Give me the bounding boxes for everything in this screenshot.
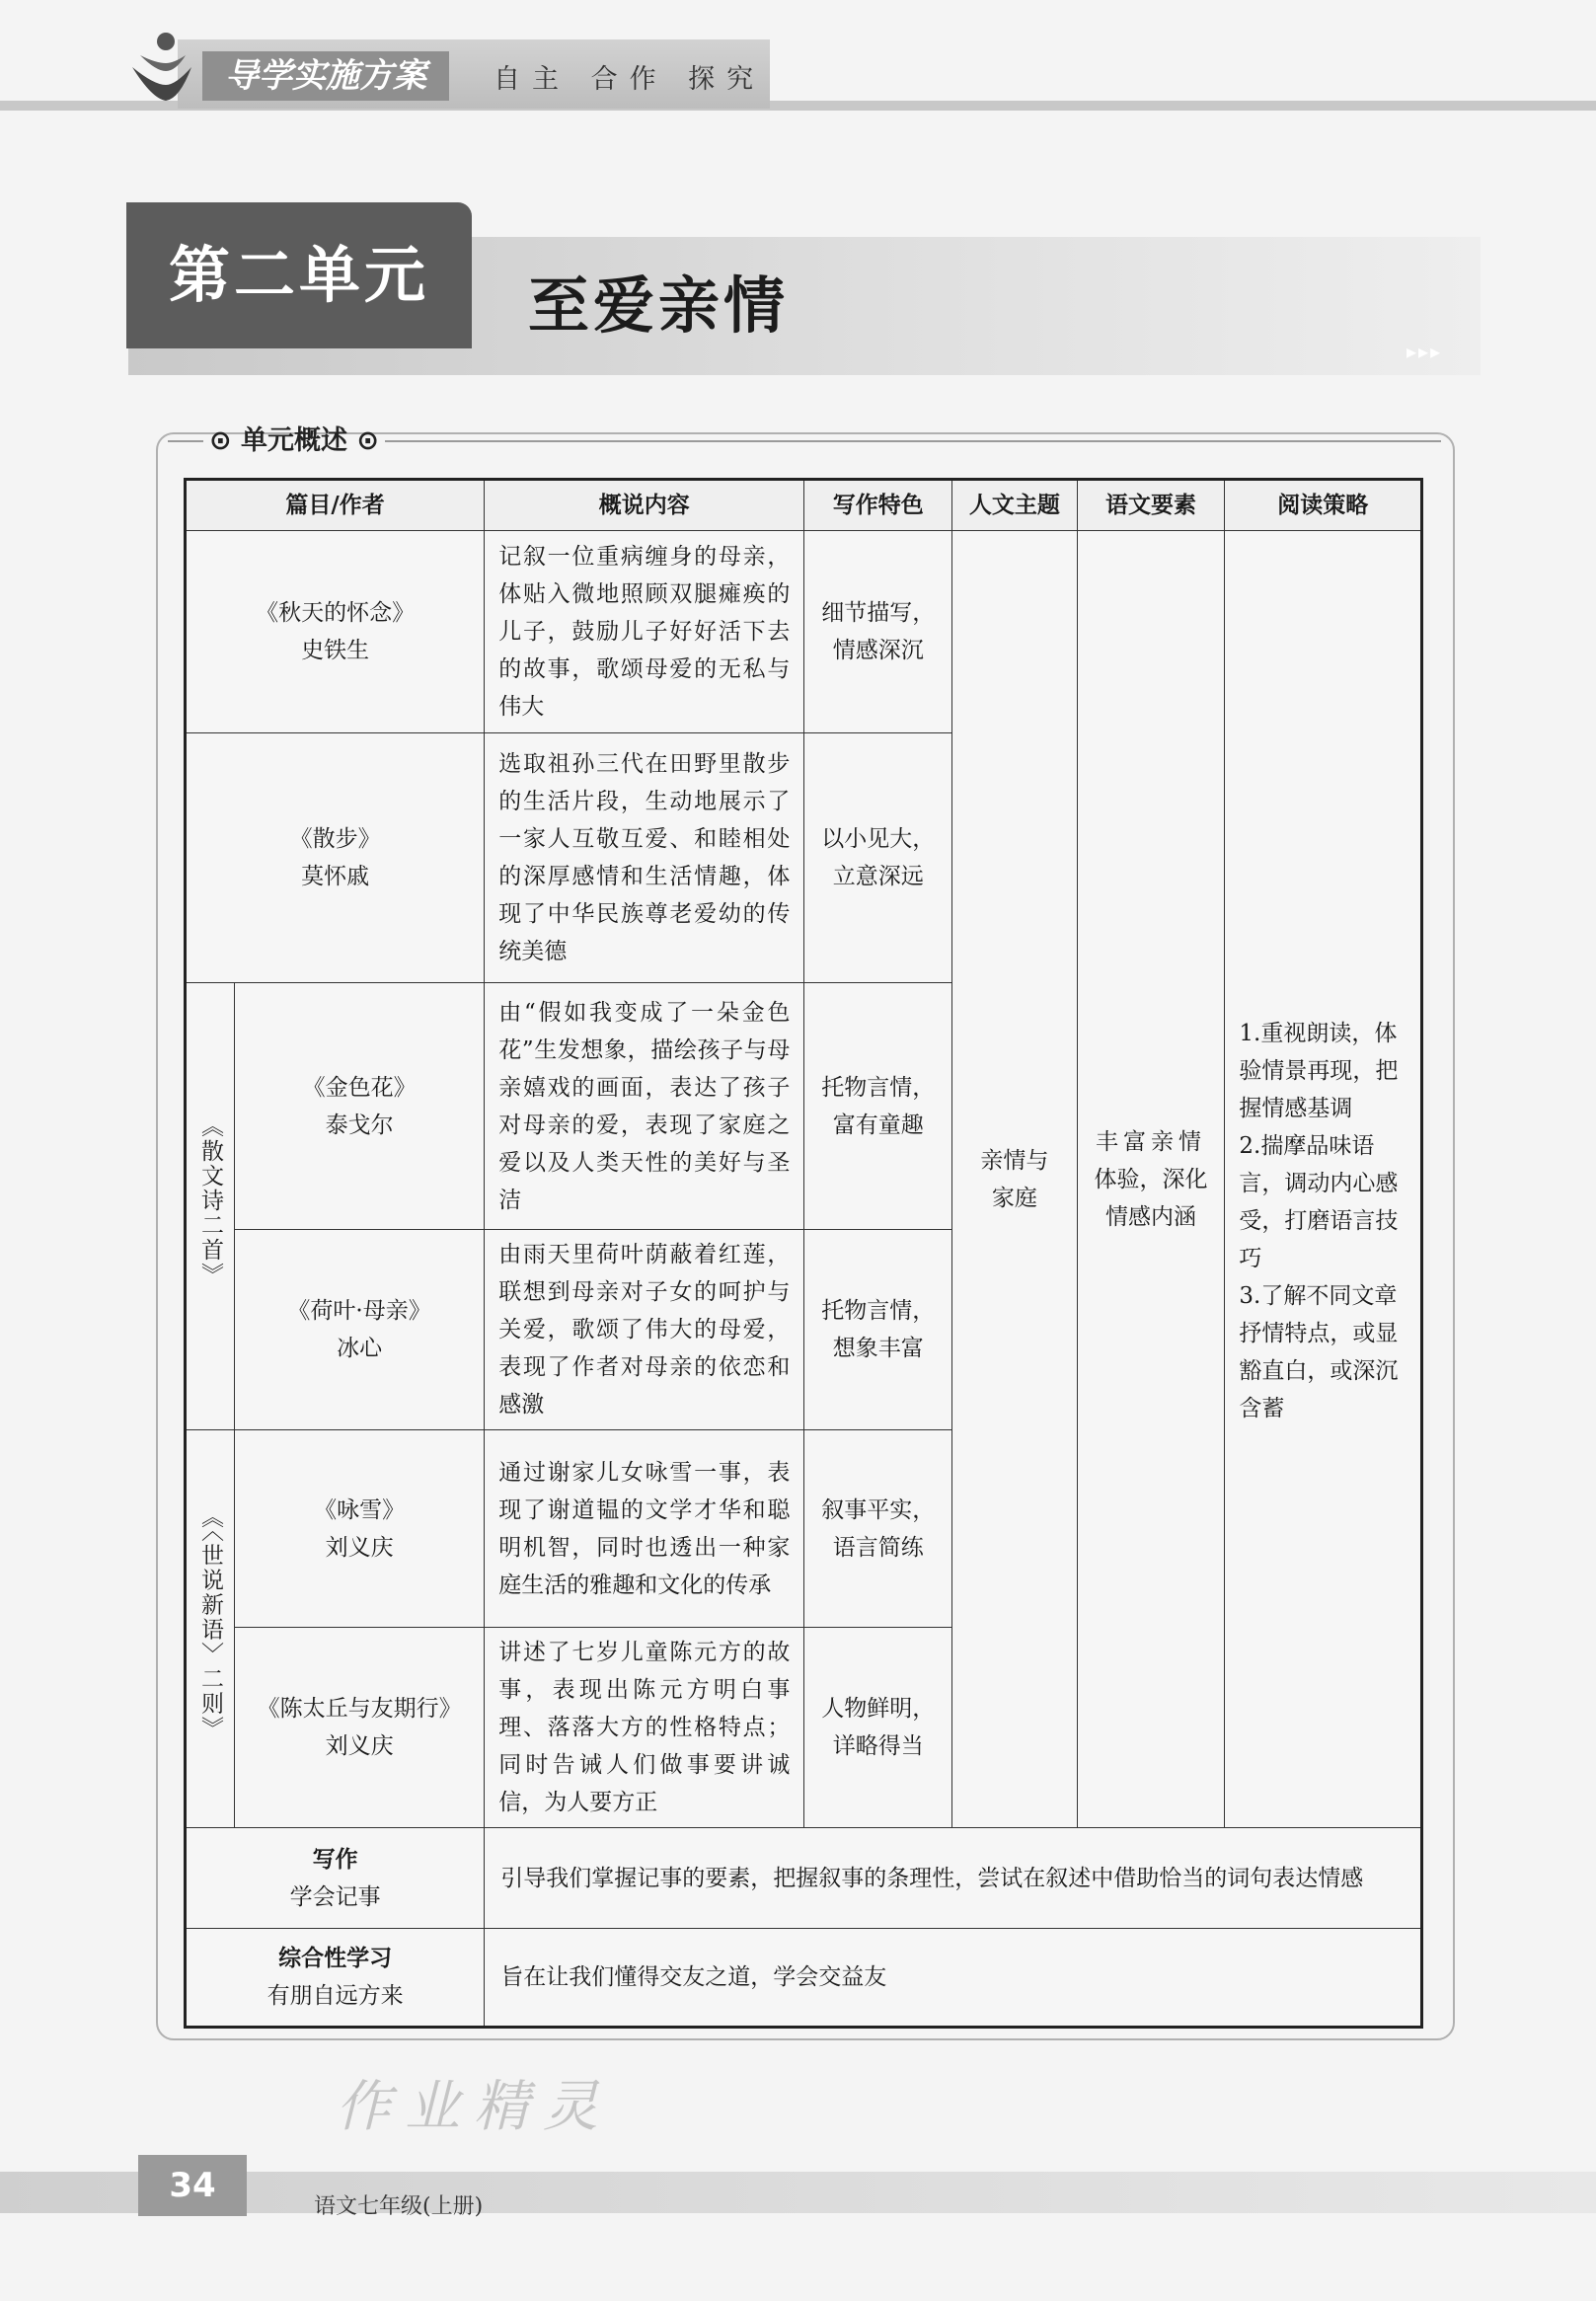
text-feature-line: 立意深远 [832,864,924,889]
unit-number: 第二单元 [126,202,472,348]
text-feature-line: 叙事平实， [821,1496,936,1523]
theme-line: 亲情与 [980,1147,1049,1174]
section-line-right [385,440,1441,442]
element-line: 情感内涵 [1105,1203,1197,1230]
humanistic-theme [952,531,1078,1828]
text-summary: 讲述了七岁儿童陈元方的故事，表现出陈元方明白事理、落落大方的性格特点；同时告诫人们做事要讲诚信，为人要方正 [485,1628,804,1828]
text-summary: 由“假如我变成了一朵金色花”生发想象，描绘孩子与母亲嬉戏的画面，表达了孩子对母亲的爱，表现了家庭之爱以及人类天性的美好与圣洁 [485,983,804,1230]
group-label: 《〈世说新语〉二则》 [196,1504,223,1741]
text-title: 《咏雪》 [314,1496,406,1523]
text-feature-cell [804,1230,952,1430]
text-title: 《秋天的怀念》 [256,600,416,626]
text-title: 《荷叶·母亲》 [287,1298,431,1324]
text-feature-line: 人物鲜明， [821,1696,936,1722]
col-header-title: 篇目/作者 [186,480,485,531]
text-author: 莫怀戚 [301,864,370,889]
header-motto: 自主 合作 探究 [494,64,766,95]
text-feature-cell [804,983,952,1230]
table-row [186,531,1422,733]
col-header-topic: 人文主题 [952,480,1078,531]
text-title-cell [234,1230,484,1430]
col-header-feature: 写作特色 [804,480,952,531]
col-header-strategy: 阅读策略 [1225,480,1422,531]
strategy-item: 1.重视朗读，体验情景再现，把握情感基调 [1239,1021,1399,1121]
col-header-element: 语文要素 [1077,480,1225,531]
overview-table [184,478,1423,2029]
reading-strategy [1225,531,1422,1828]
text-feature-line: 情感深沉 [832,638,924,663]
text-title-cell [234,983,484,1230]
group-sanwen [186,983,235,1430]
watermark: 作业精灵 [336,2075,612,2139]
text-summary: 记叙一位重病缠身的母亲，体贴入微地照顾双腿瘫痪的儿子，鼓励儿子好好活下去的故事，歌颂母爱的无私与伟大 [485,531,804,733]
book-name: 语文七年级(上册) [314,2194,484,2219]
comprehensive-title-cell [186,1929,485,2028]
writing-name: 学会记事 [289,1883,381,1910]
comprehensive-label: 综合性学习 [278,1946,393,1971]
language-element [1077,531,1225,1828]
text-summary: 选取祖孙三代在田野里散步的生活片段，生动地展示了一家人互敬互爱、和睦相处的深厚感情和生活情趣，体现了中华民族尊老爱幼的传统美德 [485,733,804,983]
text-feature-cell [804,733,952,983]
section-title: ⊙ 单元概述 ⊙ [209,425,380,456]
text-title-cell [186,733,485,983]
text-author: 刘义庆 [325,1733,394,1759]
element-line: 体验，深化 [1094,1166,1208,1192]
col-header-summary: 概说内容 [485,480,804,531]
strategy-item: 3.了解不同文章抒情特点，或显豁直白，或深沉含蓄 [1239,1283,1399,1421]
text-author: 刘义庆 [325,1534,394,1561]
text-author: 冰心 [337,1336,383,1361]
unit-theme: 至爱亲情 [528,269,790,342]
text-summary: 通过谢家儿女咏雪一事，表现了谢道韫的文学才华和聪明机智，同时也透出一种家庭生活的雅趣和文化的传承 [485,1430,804,1628]
text-feature-line: 托物言情， [821,1298,936,1324]
text-author: 泰戈尔 [325,1112,394,1138]
text-feature-line: 富有童趣 [832,1112,924,1138]
section-line-left [168,440,203,442]
writing-row [186,1828,1422,1929]
text-feature-line: 托物言情， [821,1074,936,1101]
text-feature-cell [804,1628,952,1828]
writing-content: 引导我们掌握记事的要素，把握叙事的条理性，尝试在叙述中借助恰当的词句表达情感 [485,1828,1422,1929]
text-author: 史铁生 [301,638,370,663]
arrows-icon: ▸▸▸ [1406,340,1443,363]
text-feature-cell [804,1430,952,1628]
text-feature-line: 语言简练 [832,1534,924,1561]
comprehensive-name: 有朋自远方来 [266,1983,404,2009]
text-feature-line: 想象丰富 [832,1336,924,1361]
table-header-row [186,480,1422,531]
text-feature-line: 以小见大， [821,826,936,852]
strategy-item: 2.揣摩品味语言，调动内心感受，打磨语言技巧 [1239,1133,1399,1271]
header-title: 导学实施方案 [202,51,449,101]
text-feature-line: 详略得当 [832,1733,924,1759]
text-title: 《散步》 [289,826,381,852]
text-feature-line: 细节描写， [821,600,936,626]
book-logo-icon [126,28,197,105]
text-summary: 由雨天里荷叶荫蔽着红莲，联想到母亲对子女的呵护与关爱，歌颂了伟大的母爱，表现了作者对母亲的依恋和感激 [485,1230,804,1430]
group-label: 《散文诗二首》 [196,1113,223,1287]
comprehensive-row [186,1929,1422,2028]
theme-line: 家庭 [991,1185,1037,1211]
text-title: 《陈太丘与友期行》 [257,1696,462,1722]
text-title-cell [234,1628,484,1828]
text-feature-cell [804,531,952,733]
group-shishuo [186,1430,235,1828]
comprehensive-content: 旨在让我们懂得交友之道，学会交益友 [485,1929,1422,2028]
text-title-cell [186,531,485,733]
element-line: 丰富亲情 [1096,1128,1207,1155]
text-title-cell [234,1430,484,1628]
text-title: 《金色花》 [302,1074,417,1101]
page-number: 34 [138,2155,247,2216]
writing-label: 写作 [312,1846,358,1873]
writing-title-cell [186,1828,485,1929]
